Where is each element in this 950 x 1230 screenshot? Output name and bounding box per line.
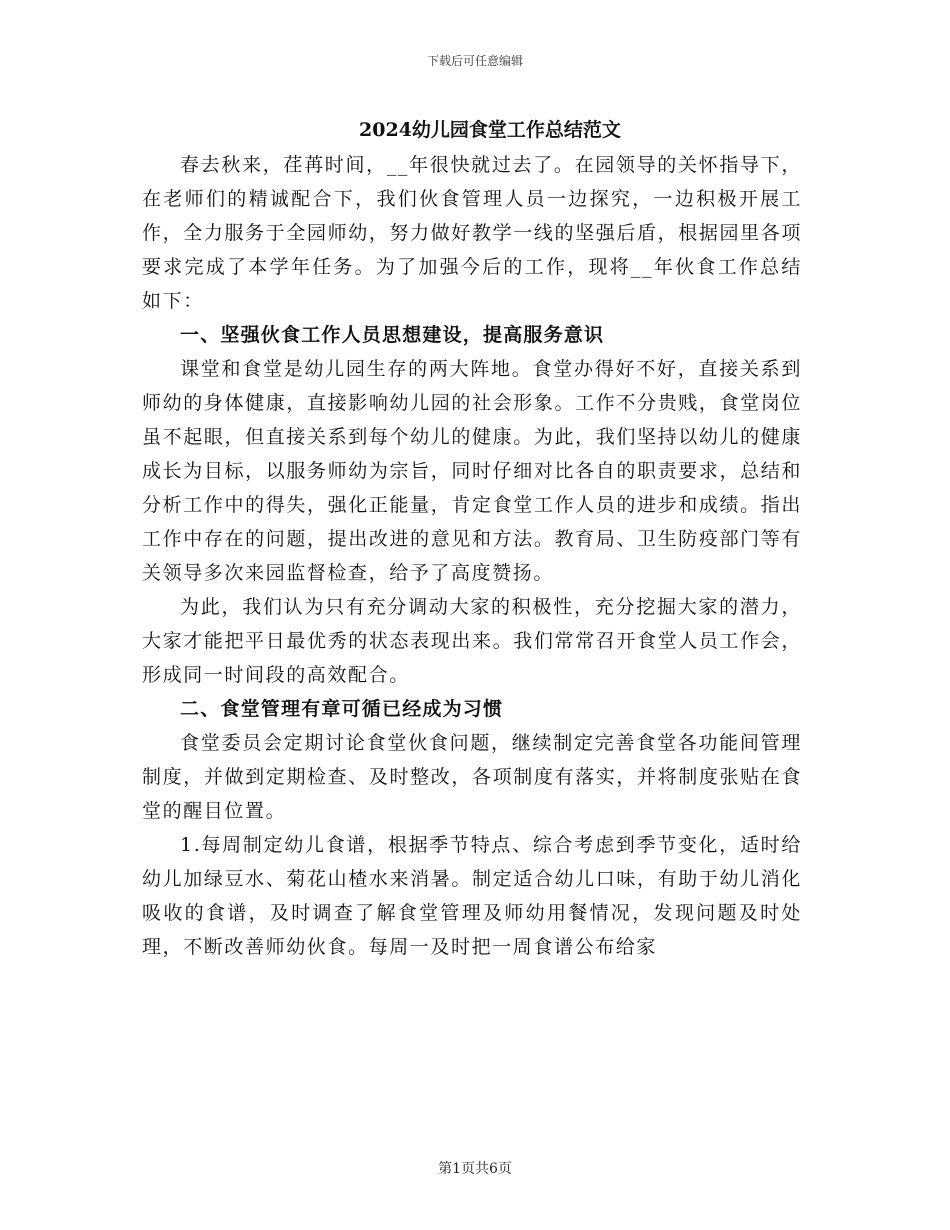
paragraph-section2-body: 食堂委员会定期讨论食堂伙食问题，继续制定完善食堂各功能间管理制度，并做到定期检查、及时整改，各项制度有落实，并将制度张贴在食堂的醒目位置。 [142,732,802,822]
section-heading-2: 二、食堂管理有章可循已经成为习惯 [180,698,504,720]
page-number: 第1页共6页 [438,1161,512,1177]
paragraph-intro: 春去秋来，荏苒时间，__年很快就过去了。在园领导的关怀指导下，在老师们的精诚配合下，我们伙食管理人员一边探究，一边积极开展工作，全力服务于全园师幼，努力做好教学一线的坚强后盾，根据园里各项要求完成了本学年任务。为了加强今后的工作，现将__年伙食工作总结如下： [142,154,802,312]
paragraph-section1-body: 课堂和食堂是幼儿园生存的两大阵地。食堂办得好不好，直接关系到师幼的身体健康，直接影响幼儿园的社会形象。工作不分贵贱，食堂岗位虽不起眼，但直接关系到每个幼儿的健康。为此，我们坚持以幼儿的健康成长为目标，以服务师幼为宗旨，同时仔细对比各自的职责要求，总结和分析工作中的得失，强化正能量，肯定食堂工作人员的进步和成绩。指出工作中存在的问题，提出改进的意见和方法。教育局、卫生防疫部门等有关领导多次来园监督检查，给予了高度赞扬。 [142,358,802,584]
paragraph-section1-extra: 为此，我们认为只有充分调动大家的积极性，充分挖掘大家的潜力，大家才能把平日最优秀的状态表现出来。我们常常召开食堂人员工作会，形成同一时间段的高效配合。 [142,596,802,686]
header-note: 下载后可任意编辑 [426,54,523,68]
paragraph-item-1: 1.每周制定幼儿食谱，根据季节特点、综合考虑到季节变化，适时给幼儿加绿豆水、菊花山楂水来消暑。制定适合幼儿口味，有助于幼儿消化吸收的食谱，及时调查了解食堂管理及师幼用餐情况，发现问题及时处理，不断改善师幼伙食。每周一及时把一周食谱公布给家 [142,834,802,958]
document-title: 2024幼儿园食堂工作总结范文 [359,119,621,141]
section-heading-1: 一、坚强伙食工作人员思想建设，提高服务意识 [180,324,605,346]
document-body [142,112,802,964]
